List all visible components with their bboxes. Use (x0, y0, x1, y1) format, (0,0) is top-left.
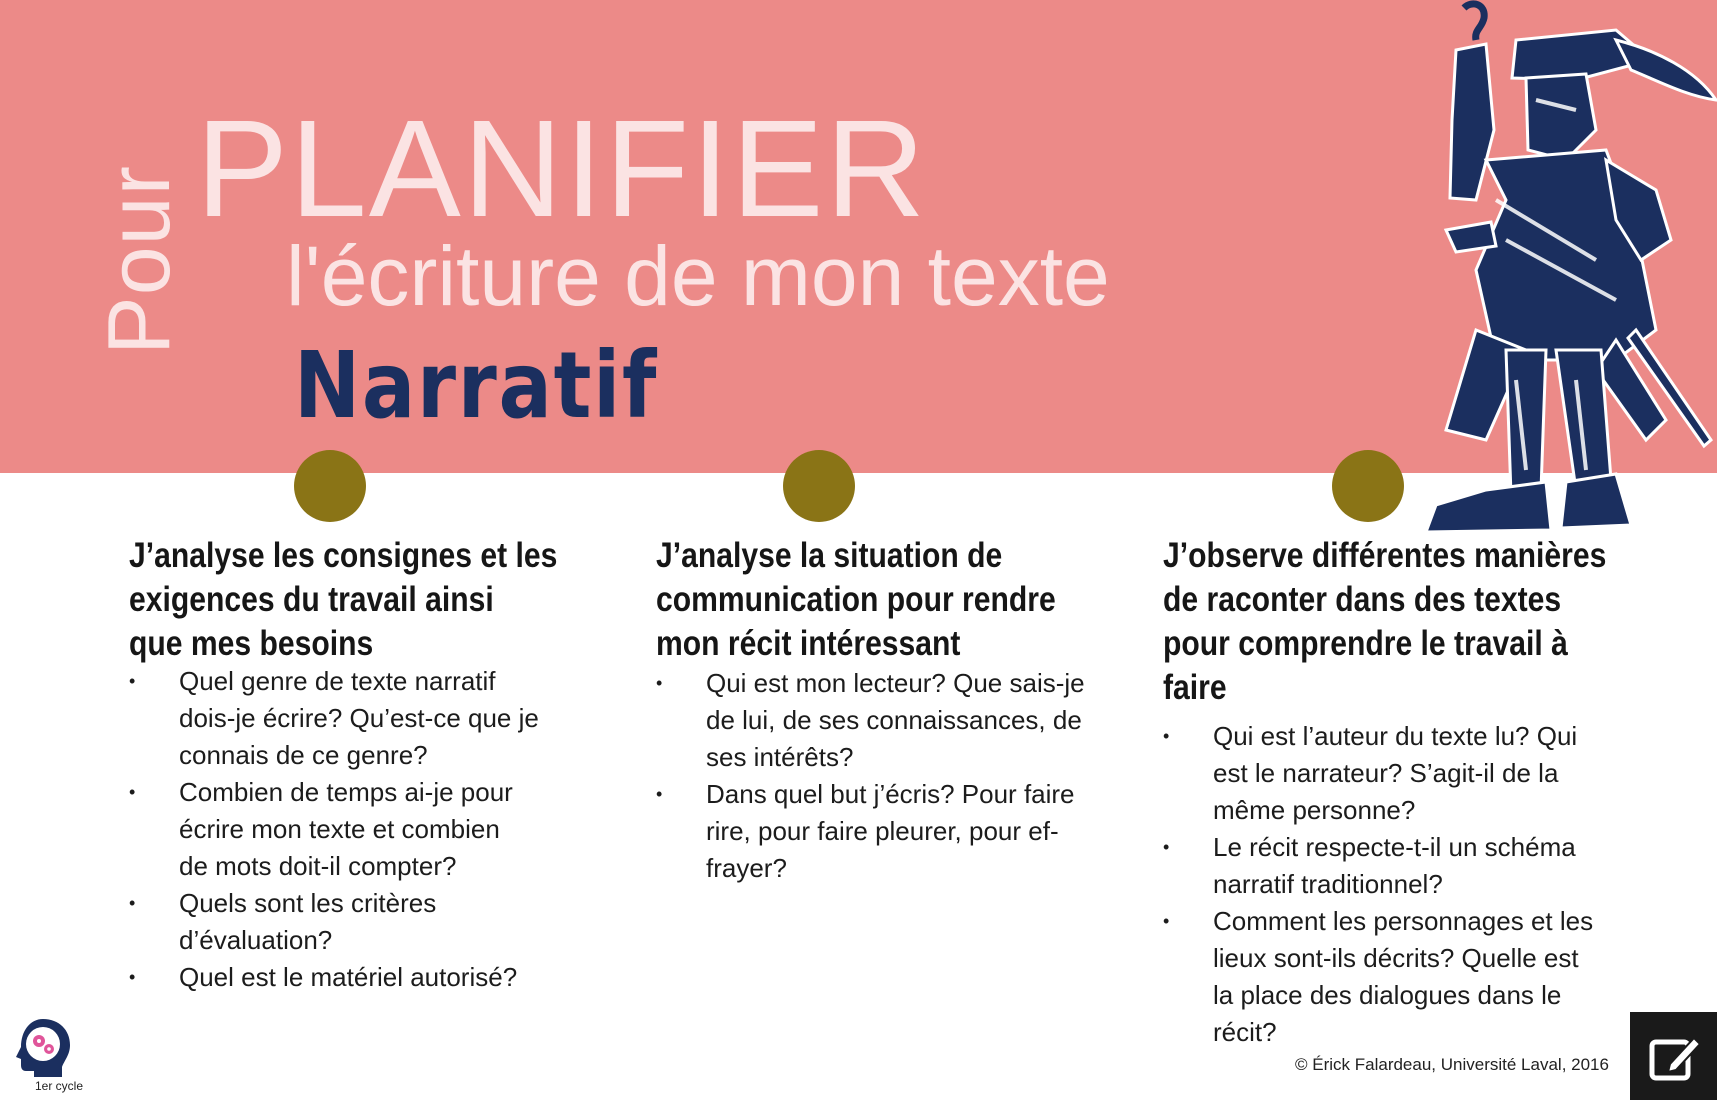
edit-pencil-icon (1630, 1012, 1717, 1100)
column-communication (656, 534, 1116, 887)
section-dot-2 (783, 450, 855, 522)
edit-button[interactable] (1630, 1012, 1717, 1100)
column-heading: J’analyse la situation de communication pour rendre mon récit intéressant (656, 536, 1056, 663)
question-item: • Dans quel but j’écris? Pour faire rire, pour faire pleurer, pour ef- frayer? (656, 779, 1075, 883)
question-item: • Qui est mon lecteur? Que sais-je de lui, de ses connaissances, de ses intérêts? (656, 668, 1085, 772)
question-list (129, 663, 589, 996)
column-heading: J’analyse les consignes et les exigences du travail ainsi que mes besoins (129, 536, 558, 663)
title-subtitle: l'écriture de mon texte (286, 229, 1110, 323)
column-observation (1163, 534, 1643, 1051)
head-gears-logo-icon (12, 1017, 74, 1079)
column-consignes (129, 534, 589, 996)
column-heading: J’observe différentes manières de raconter dans des textes pour comprendre le travail à faire (1163, 536, 1607, 707)
question-item: • Le récit respecte-t-il un schéma narratif traditionnel? (1163, 832, 1576, 899)
section-dot-1 (294, 450, 366, 522)
section-dot-3 (1332, 450, 1404, 522)
question-item: • Quels sont les critères d’évaluation? (129, 888, 437, 955)
question-item: • Combien de temps ai-je pour écrire mon texte et combien de mots doit-il compter? (129, 777, 513, 881)
title-pour: Pour (89, 165, 188, 355)
question-item: • Quel est le matériel autorisé? (129, 962, 518, 992)
pirate-illustration (1416, 0, 1717, 540)
title-planifier: PLANIFIER (196, 92, 928, 246)
question-item: • Quel genre de texte narratif dois-je écrire? Qu’est-ce que je connais de ce genre? (129, 666, 539, 770)
question-item: • Qui est l’auteur du texte lu? Qui est le narrateur? S’agit-il de la même personne? (1163, 721, 1578, 825)
cycle-label: 1er cycle (35, 1079, 84, 1093)
title-genre: Narratif (294, 332, 659, 439)
copyright-text: © Érick Falardeau, Université Laval, 2016 (1295, 1055, 1609, 1074)
question-item: • Comment les personnages et les lieux sont-ils décrits? Quelle est la place des dialogues dans le récit? (1163, 906, 1594, 1047)
question-list (1163, 718, 1643, 1051)
question-list (656, 665, 1116, 887)
